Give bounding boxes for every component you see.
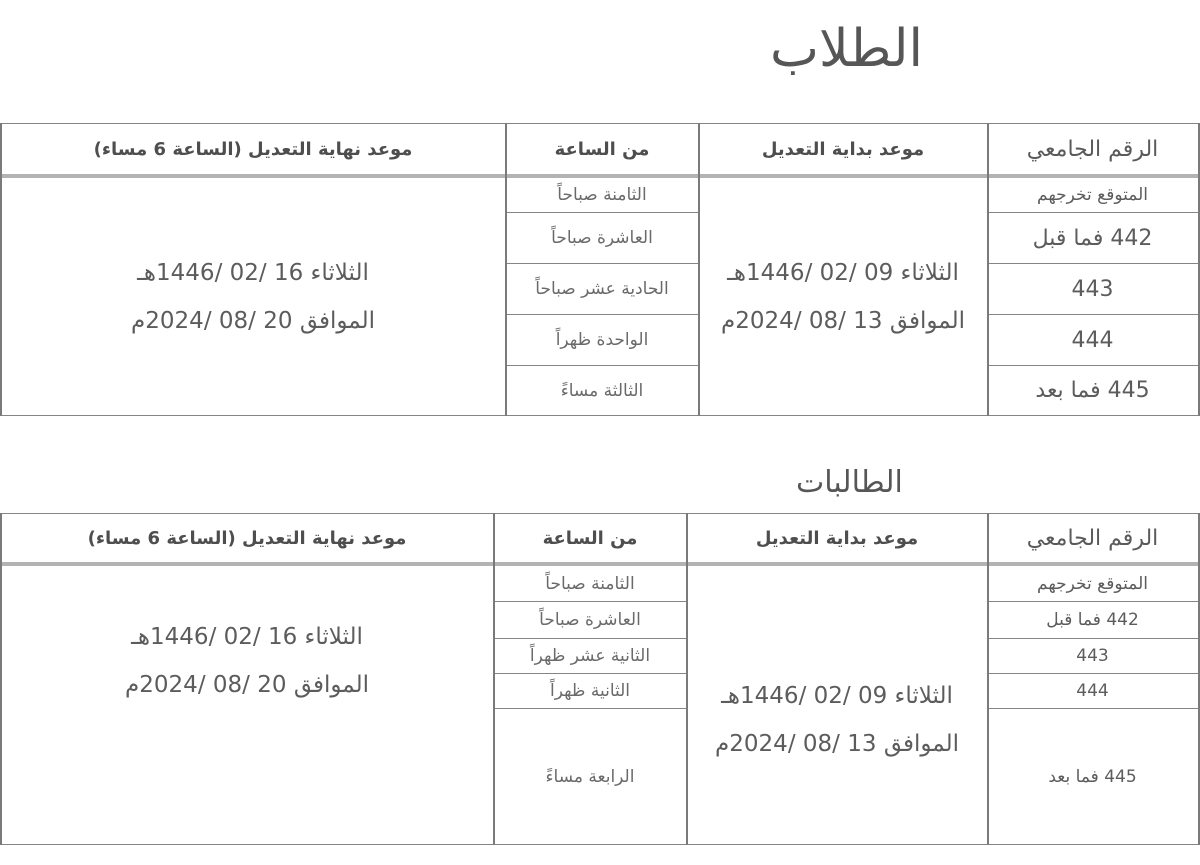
table-line	[1198, 513, 1200, 845]
start-hour: الثامنة صباحاً	[545, 573, 635, 594]
table-line	[1198, 123, 1200, 416]
header-student-id: الرقم الجامعي	[1026, 525, 1159, 551]
student-id-group: المتوقع تخرجهم	[1037, 573, 1148, 594]
start-hour: الرابعة مساءً	[545, 766, 635, 787]
end-date-hijri: الثلاثاء 16 /02 /1446هـ	[137, 259, 369, 286]
start-date-hijri: الثلاثاء 09 /02 /1446هـ	[727, 259, 959, 286]
start-date-gregorian: الموافق 13 /08 /2024م	[715, 731, 959, 757]
header-student-id: الرقم الجامعي	[1026, 136, 1159, 162]
student-id-group: 443	[1076, 646, 1109, 666]
student-id-group: 444	[1071, 327, 1114, 353]
header-start-date: موعد بداية التعديل	[755, 527, 919, 549]
end-date-hijri: الثلاثاء 16 /02 /1446هـ	[131, 624, 363, 650]
student-id-group: 443	[1071, 276, 1114, 302]
end-date	[1, 178, 505, 415]
header-from-hour: من الساعة	[542, 527, 638, 549]
end-date-gregorian: الموافق 20 /08 /2024م	[131, 307, 375, 334]
student-id-group: 445 فما بعد	[1048, 766, 1137, 787]
student-id-group: 442 فما قبل	[1046, 610, 1139, 630]
start-hour: الثانية ظهراً	[549, 681, 631, 701]
start-date-hijri: الثلاثاء 09 /02 /1446هـ	[721, 683, 953, 709]
start-hour: الثالثة مساءً	[560, 380, 644, 401]
student-id-group: 444	[1076, 681, 1109, 701]
start-date	[687, 566, 987, 844]
student-id-group: 445 فما بعد	[1035, 378, 1150, 403]
header-end-date: موعد نهاية التعديل (الساعة 6 مساء)	[93, 138, 413, 160]
start-hour: الثانية عشر ظهراً	[529, 646, 651, 666]
student-id-group: 442 فما قبل	[1032, 225, 1153, 251]
end-date-gregorian: الموافق 20 /08 /2024م	[125, 672, 369, 698]
start-hour: الثامنة صباحاً	[557, 185, 647, 205]
header-end-date: موعد نهاية التعديل (الساعة 6 مساء)	[87, 527, 407, 549]
header-from-hour: من الساعة	[554, 138, 650, 160]
start-hour: الواحدة ظهراً	[555, 330, 649, 350]
start-date	[699, 178, 987, 415]
table-line	[0, 844, 1200, 845]
start-hour: الحادية عشر صباحاً	[535, 279, 669, 299]
start-hour: العاشرة صباحاً	[551, 228, 653, 248]
start-hour: العاشرة صباحاً	[539, 610, 641, 630]
start-date-gregorian: الموافق 13 /08 /2024م	[721, 307, 965, 334]
table-line	[0, 415, 1200, 416]
students-section-title: الطلاب	[770, 19, 923, 79]
header-start-date: موعد بداية التعديل	[761, 138, 925, 160]
female-students-section-title: الطالبات	[796, 465, 903, 500]
student-id-group: المتوقع تخرجهم	[1037, 185, 1148, 205]
end-date	[1, 566, 493, 706]
